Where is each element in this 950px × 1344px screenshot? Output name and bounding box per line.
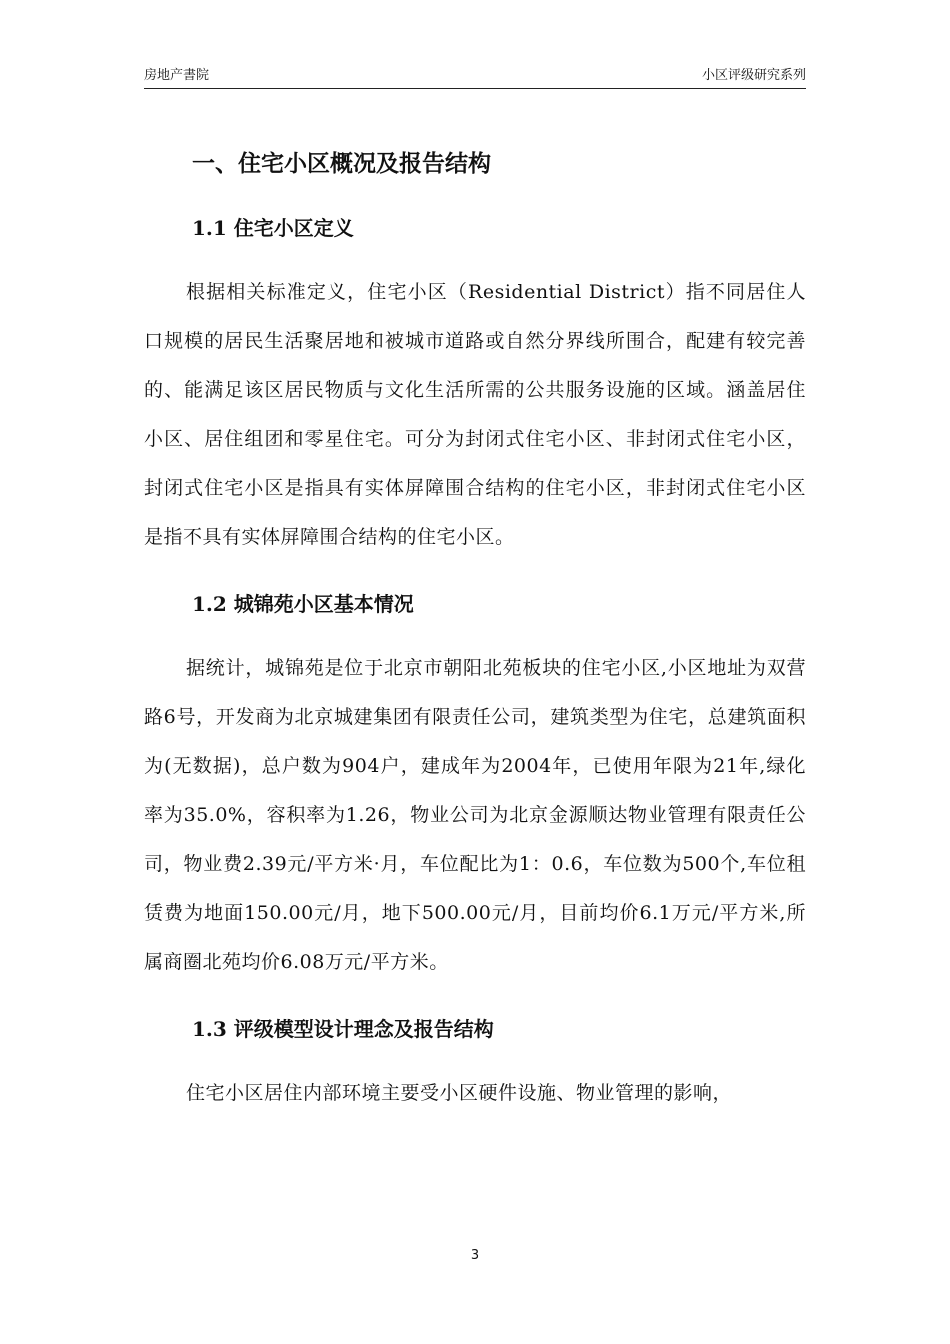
subsection-title-1-3: 1.3 评级模型设计理念及报告结构 [192,1017,494,1041]
header-series: 小区评级研究系列 [701,68,806,83]
page-number: 3 [470,1248,480,1263]
subsection-title-1-2: 1.2 城锦苑小区基本情况 [192,592,414,616]
subsection-title-1-1: 1.1 住宅小区定义 [192,216,354,240]
document-body [144,140,806,1118]
header-publisher: 房地产書院 [144,68,210,83]
paragraph-model-design: 住宅小区居住内部环境主要受小区硬件设施、物业管理的影响， [186,1082,733,1104]
paragraph-definition: 根据相关标准定义，住宅小区（Residential District）指不同居住人口规模的居民生活聚居地和被城市道路或自然分界线所围合，配建有较完善的、能满足该区居民物质与文化生活所需的公共服务设施的区域。涵盖居住小区、居住组团和零星住宅。可分为封闭式住宅小区、非封闭式住宅小区，封闭式住宅小区是指具有实体屏障围合结构的住宅小区，非封闭式住宅小区是指不具有实体屏障围合结构的住宅小区。 [144,281,806,548]
paragraph-basic-info: 据统计，城锦苑是位于北京市朝阳北苑板块的住宅小区,小区地址为双营路6号，开发商为北京城建集团有限责任公司，建筑类型为住宅，总建筑面积为(无数据)，总户数为904户，建成年为2004年，已使用年限为21年,绿化率为35.0%，容积率为1.26，物业公司为北京金源顺达物业管理有限责任公司，物业费2.39元/平方米·月，车位配比为1：0.6，车位数为500个,车位租赁费为地面150.00元/月，地下500.00元/月，目前均价6.1万元/平方米,所属商圈北苑均价6.08万元/平方米。 [144,657,806,973]
page-header [144,66,806,89]
section-title: 一、住宅小区概况及报告结构 [192,150,491,177]
